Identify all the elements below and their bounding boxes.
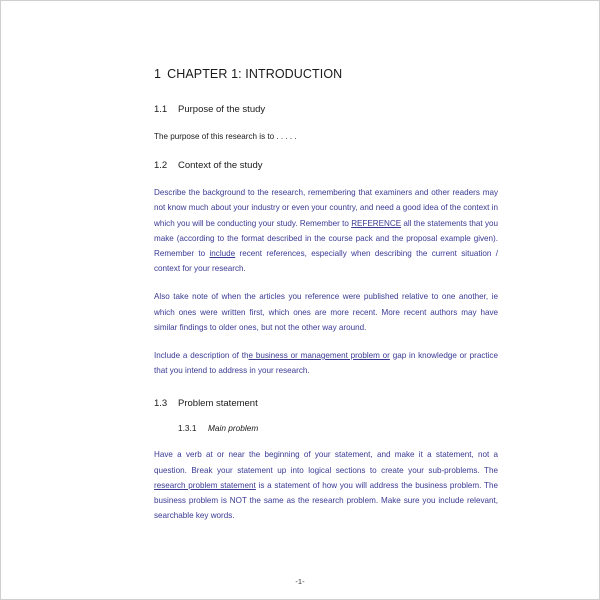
section-heading-purpose [154,104,498,115]
section-heading-context [154,160,498,171]
section-title: Problem statement [178,398,258,410]
section-number: 1.3 [154,398,168,410]
page-content [154,67,498,536]
problem-paragraph: Have a verb at or near the beginning of your statement, and make it a statement, not a question. Break your statement up into logical sections to create your sub-problems. The research problem statement is a statement of how you will address the business problem. The business problem is NOT the same as the research problem. Make sure you include relevant, searchable key words. [154,450,498,521]
chapter-title: CHAPTER 1: INTRODUCTION [167,67,343,81]
section-title: Context of the study [178,160,263,172]
page-number: -1- [295,577,305,586]
subsection-title: Main problem [208,423,259,434]
section-heading-problem [154,398,498,409]
section-number: 1.1 [154,104,168,115]
chapter-heading [154,67,498,81]
subsection-number: 1.3.1 [178,423,197,434]
reference-underlined: REFERENCE [351,218,402,228]
context-paragraph-2: Also take note of when the articles you reference were published relative to one another, ie which ones were written first, which ones are more recent. More recent authors may have similar findings to older ones, but not the other way around. [154,292,498,332]
research-problem-underlined: research problem statement [154,480,256,490]
subsection-heading-main-problem [154,423,498,433]
section-title: Purpose of the study [178,104,266,115]
context-paragraph-3: Include a description of the business or management problem or gap in knowledge or practice that you intend to address in your research. [154,351,498,376]
business-problem-underlined: e business or management problem or [248,351,390,361]
include-underlined: include [209,249,236,259]
section-number: 1.2 [154,160,168,172]
chapter-number: 1 [154,67,162,81]
purpose-text: The purpose of this research is to . . . . . [154,132,297,141]
context-paragraph-1: Describe the background to the research, remembering that examiners and other readers may not know much about your industry or even your country, and need a good idea of the context in which you will be conducting your study. Remember to REFERENCE all the statements that you make (according to the format described in the course pack and the proposal example given). Remember to include recent references, especially when describing the current situation / context for your research. [154,188,499,274]
